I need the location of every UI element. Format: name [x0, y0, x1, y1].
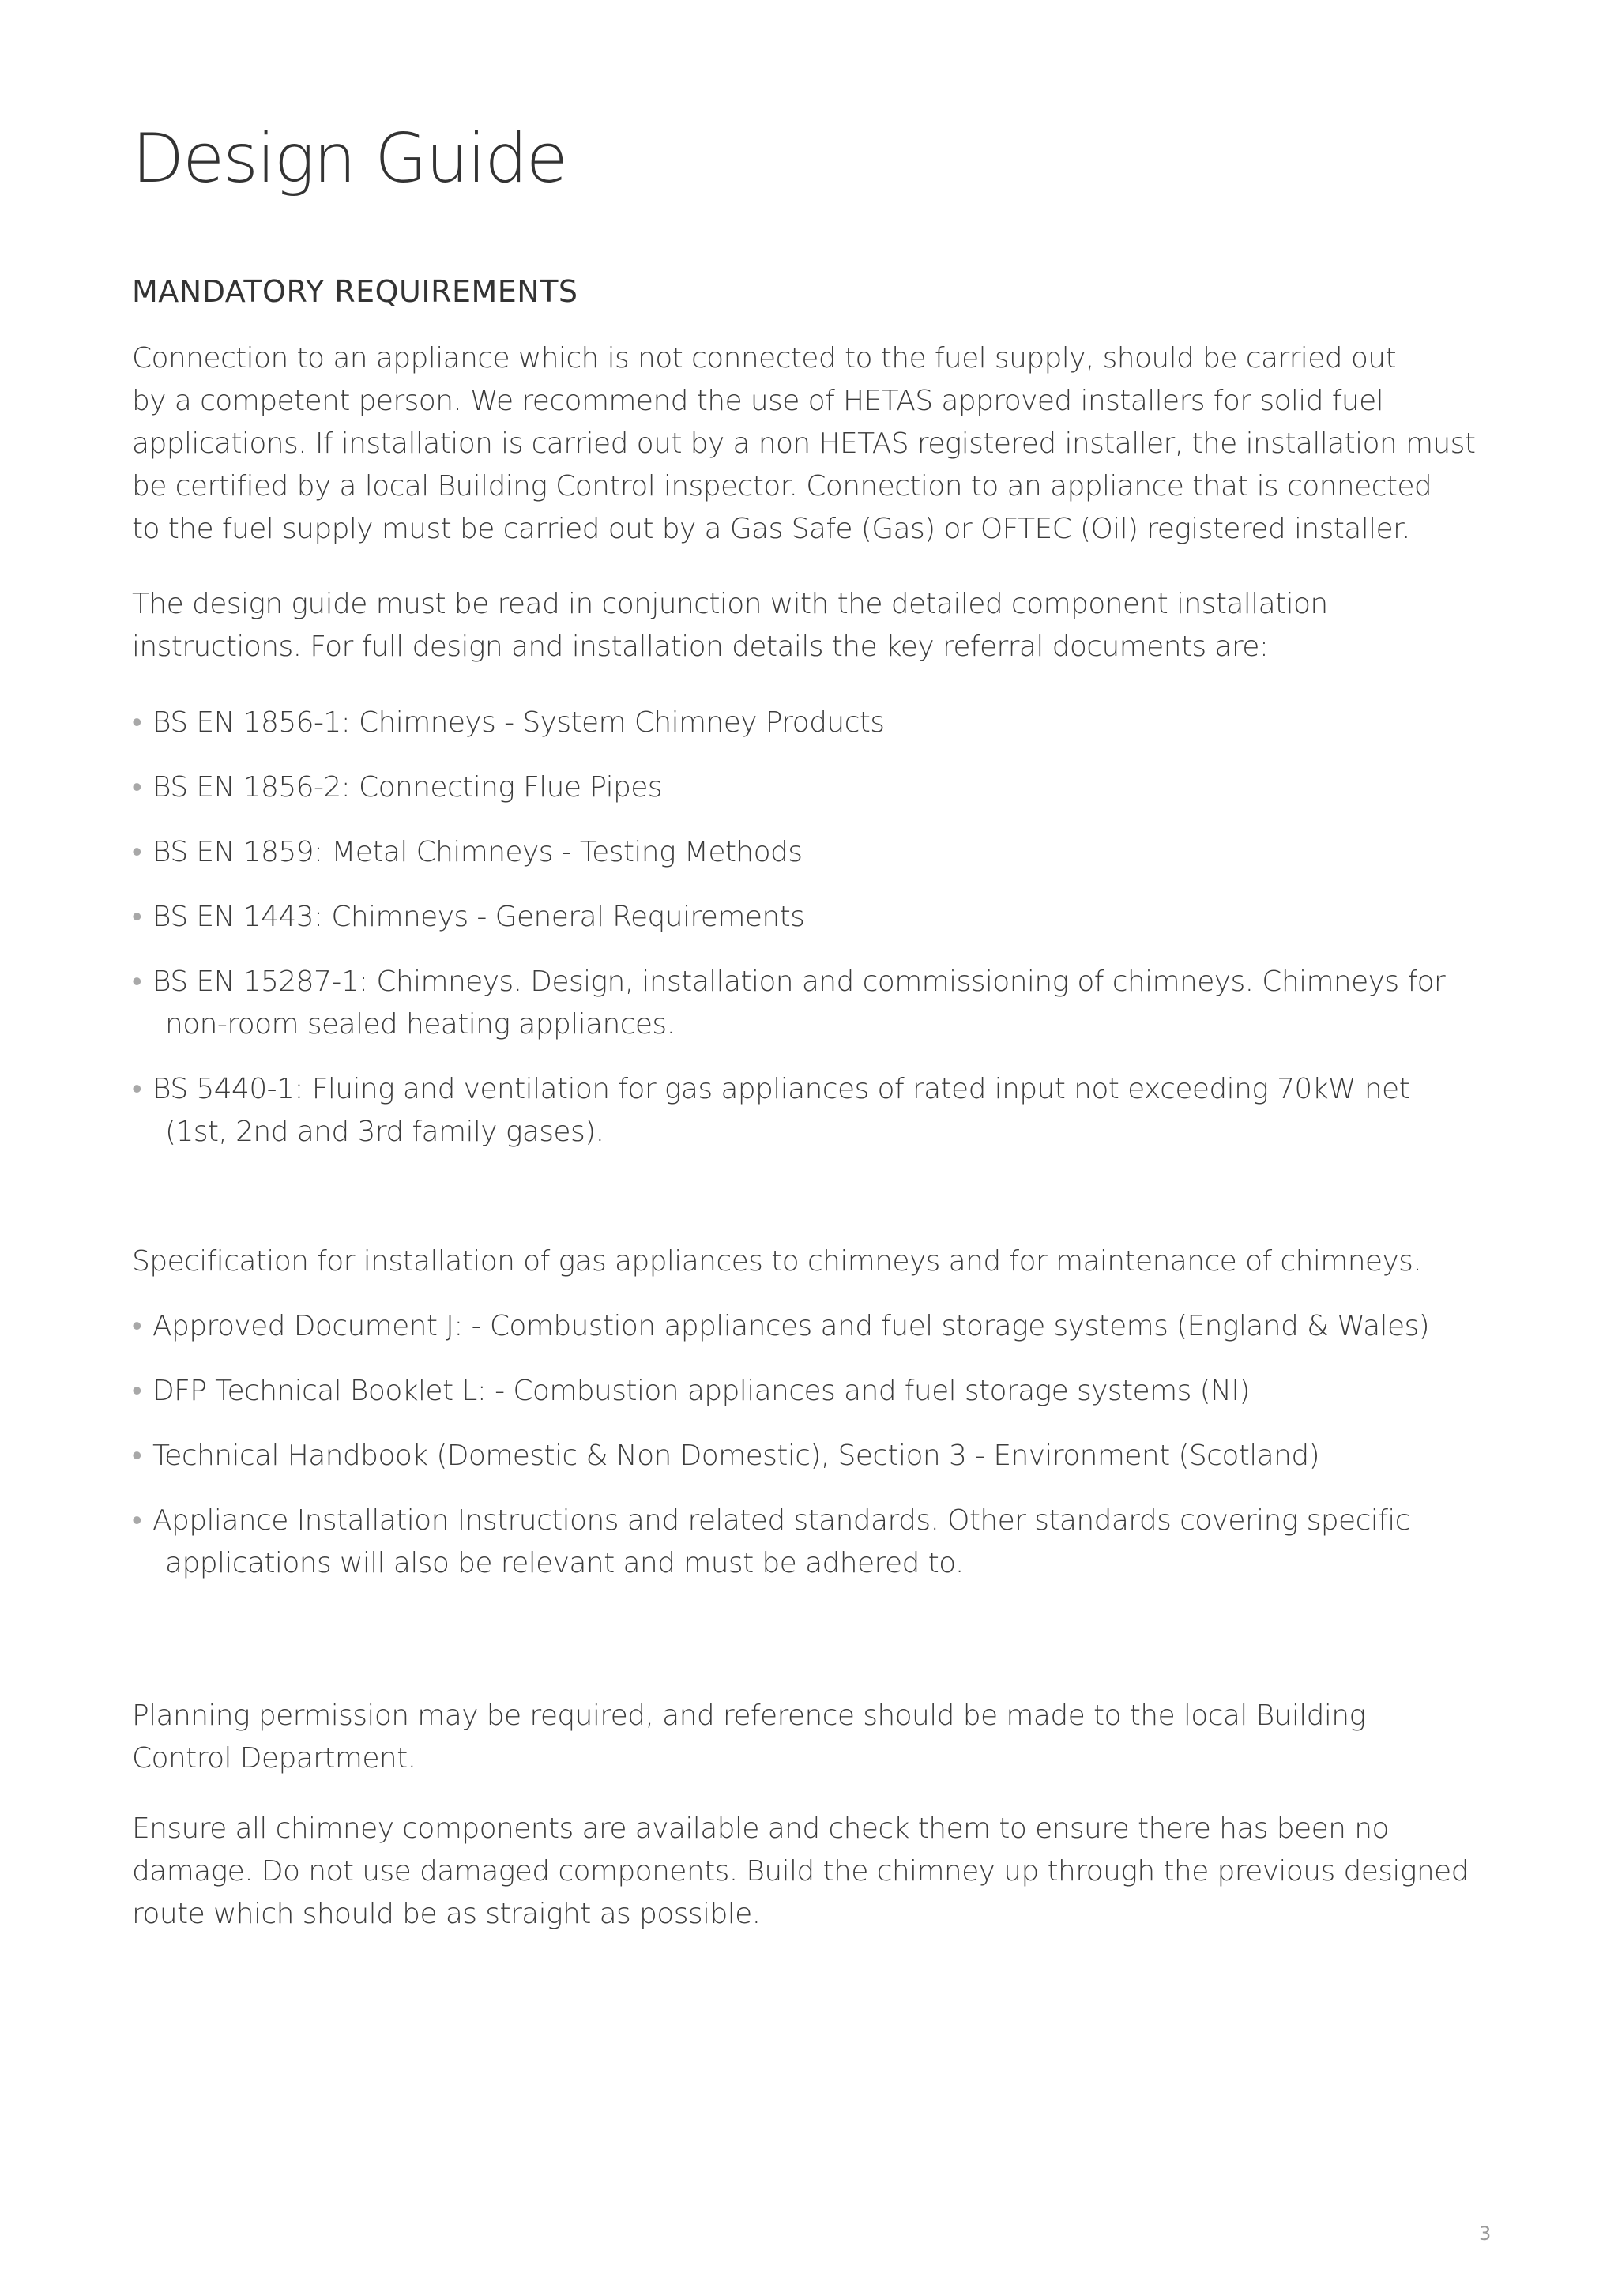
referral-list-item: • BS 5440-1: Fluing and ventilation for gas appliances of rated input not exceeding 70kW net (1st, 2nd and 3rd family gases).	[132, 1068, 1409, 1154]
bullet-icon: •	[132, 706, 142, 739]
specification-list-item: • Technical Handbook (Domestic & Non Domestic), Section 3 - Environment (Scotland)	[132, 1435, 1319, 1477]
bullet-icon: •	[132, 771, 142, 804]
referral-list-item: • BS EN 1856-2: Connecting Flue Pipes	[132, 766, 662, 809]
page-title: Design Guide	[132, 119, 566, 198]
text-line: The design guide must be read in conjunction with the detailed component installation	[132, 588, 1328, 620]
bullet-icon: •	[132, 965, 142, 998]
bullet-icon: •	[132, 1440, 142, 1472]
text-line: Control Department.	[132, 1742, 416, 1775]
specification-list-item: • Appliance Installation Instructions and related standards. Other standards covering specific applications will also be relevant and must be adhered to.	[132, 1500, 1410, 1585]
referral-paragraph	[132, 583, 1328, 668]
text-line: instructions. For full design and installation details the key referral documents are:	[132, 630, 1269, 663]
text-line: to the fuel supply must be carried out by a Gas Safe (Gas) or OFTEC (Oil) registered installer.	[132, 513, 1410, 545]
bullet-icon: •	[132, 1504, 142, 1537]
referral-list-item: • BS EN 1859: Metal Chimneys - Testing Methods	[132, 831, 802, 874]
text-line: by a competent person. We recommend the use of HETAS approved installers for solid fuel	[132, 385, 1384, 417]
text-line: Ensure all chimney components are available and check them to ensure there has been no	[132, 1812, 1389, 1845]
text-line: Connection to an appliance which is not connected to the fuel supply, should be carried out	[132, 342, 1397, 375]
text-line: Planning permission may be required, and reference should be made to the local Building	[132, 1699, 1366, 1732]
text-line: Specification for installation of gas appliances to chimneys and for maintenance of chimneys.	[132, 1245, 1422, 1278]
intro-paragraph	[132, 337, 1475, 551]
specification-list-item: • DFP Technical Booklet L: - Combustion appliances and fuel storage systems (NI)	[132, 1370, 1250, 1413]
section-heading: MANDATORY REQUIREMENTS	[132, 274, 578, 309]
text-line: route which should be as straight as possible.	[132, 1898, 761, 1930]
text-line: damage. Do not use damaged components. Build the chimney up through the previous designed	[132, 1855, 1469, 1888]
bullet-icon: •	[132, 1375, 142, 1407]
bullet-icon: •	[132, 901, 142, 933]
referral-list-item: • BS EN 15287-1: Chimneys. Design, installation and commissioning of chimneys. Chimneys for non-room sealed heating appliances.	[132, 961, 1445, 1046]
bullet-icon: •	[132, 1073, 142, 1105]
planning-paragraph	[132, 1695, 1366, 1780]
referral-list-item: • BS EN 1856-1: Chimneys - System Chimney Products	[132, 702, 884, 744]
referral-list-item: • BS EN 1443: Chimneys - General Requirements	[132, 896, 804, 939]
specification-list-item: • Approved Document J: - Combustion appliances and fuel storage systems (England & Wales)	[132, 1305, 1429, 1348]
page-number: 3	[1479, 2223, 1492, 2245]
components-paragraph	[132, 1808, 1469, 1936]
text-line: applications. If installation is carried out by a non HETAS registered installer, the installation must	[132, 427, 1476, 460]
specification-paragraph	[132, 1240, 1421, 1283]
bullet-icon: •	[132, 1310, 142, 1342]
bullet-icon: •	[132, 836, 142, 868]
text-line: be certified by a local Building Control inspector. Connection to an appliance that is connected	[132, 470, 1432, 502]
